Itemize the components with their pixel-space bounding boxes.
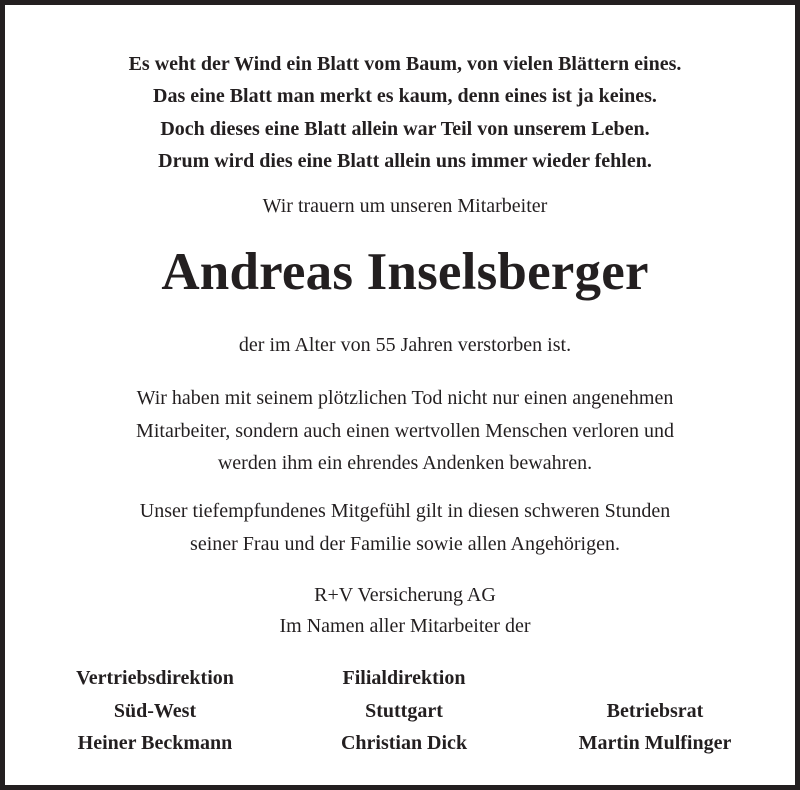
signature-line: Vertriebsdirektion: [76, 667, 234, 689]
poem-line: Doch dieses eine Blatt allein war Teil von unserem Leben.: [160, 117, 650, 140]
company-subline: Im Namen aller Mitarbeiter der: [279, 614, 531, 637]
signature-works-council: [505, 662, 800, 760]
mourning-intro: Wir trauern um unseren Mitarbeiter: [262, 195, 548, 217]
company-name: R+V Versicherung AG: [314, 584, 496, 606]
signature-line: Süd-West: [113, 699, 197, 722]
condolence-paragraph: [25, 495, 785, 560]
paragraph-line: Wir haben mit seinem plötzlichen Tod nicht nur einen angenehmen: [136, 387, 674, 409]
signature-line: Martin Mulfinger: [578, 732, 732, 754]
signature-line: Heiner Beckmann: [77, 732, 233, 754]
company-block: [25, 580, 785, 641]
signature-line: [505, 662, 800, 695]
paragraph-line: Mitarbeiter, sondern auch einen wertvollen Menschen verloren und: [136, 419, 674, 442]
deceased-name: Andreas Inselsberger: [161, 243, 649, 301]
paragraph-line: Unser tiefempfundenes Mitgefühl gilt in diesen schweren Stunden: [139, 500, 671, 522]
tribute-paragraph: [25, 382, 785, 480]
signature-line: Stuttgart: [365, 699, 443, 722]
poem-line: Das eine Blatt man merkt es kaum, denn eines ist ja keines.: [153, 85, 657, 108]
poem-line: Drum wird dies eine Blatt allein uns immer wieder fehlen.: [158, 149, 652, 172]
poem: [25, 48, 785, 177]
signature-line: Betriebsrat: [606, 699, 704, 722]
paragraph-line: seiner Frau und der Familie sowie allen Angehörigen.: [190, 532, 620, 555]
paragraph-line: werden ihm ein ehrendes Andenken bewahren.: [217, 452, 593, 474]
poem-line: Es weht der Wind ein Blatt vom Baum, von vielen Blättern eines.: [128, 53, 682, 75]
signature-line: Christian Dick: [340, 732, 468, 754]
age-line: der im Alter von 55 Jahren verstorben ist.: [238, 334, 572, 356]
signature-line: Filialdirektion: [342, 667, 466, 689]
